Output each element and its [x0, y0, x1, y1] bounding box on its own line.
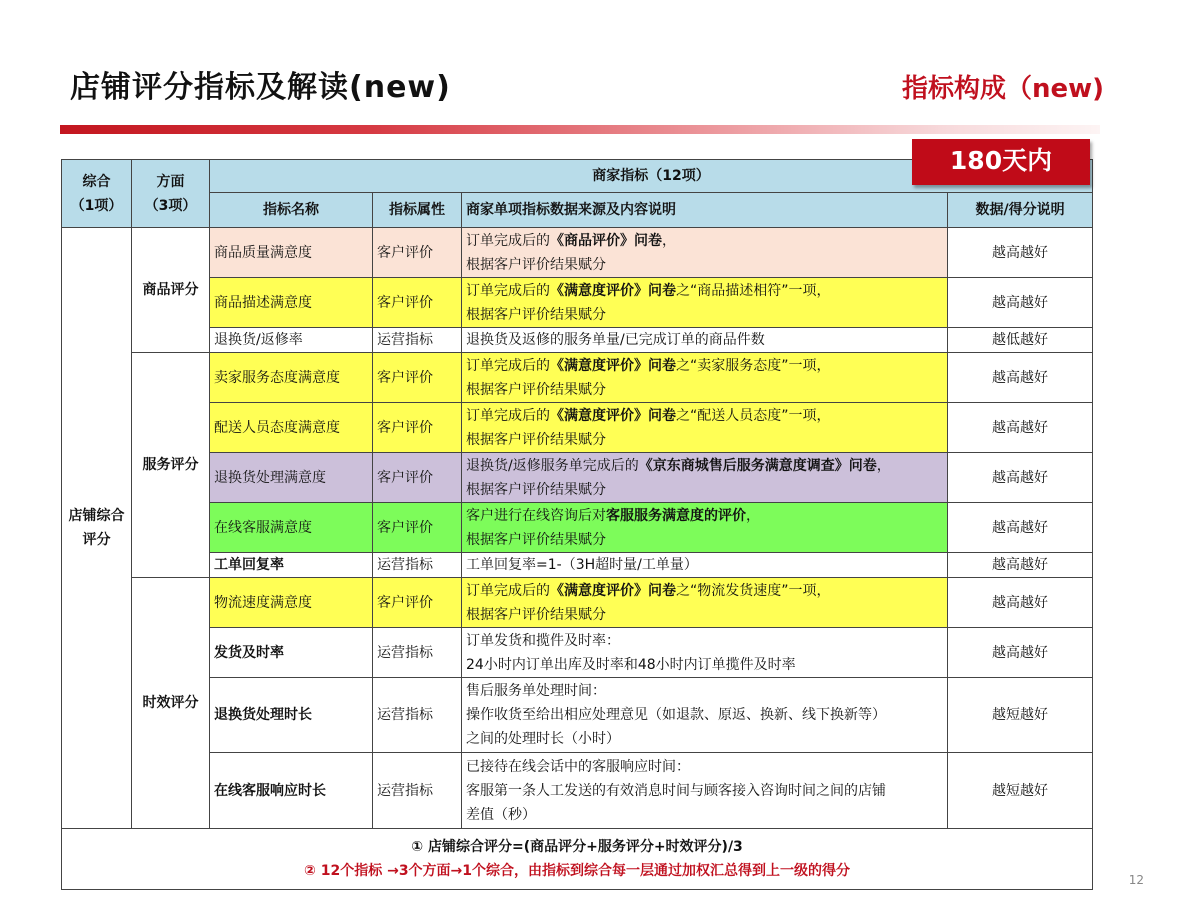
indicator-score: 越低越好	[948, 328, 1093, 353]
overall-label: 店铺综合评分	[68, 508, 125, 548]
desc-text: 根据客户评价结果赋分	[466, 306, 606, 323]
indicator-name: 物流速度满意度	[210, 578, 373, 628]
indicator-desc	[462, 403, 948, 453]
table-row	[62, 578, 1093, 628]
indicator-name: 商品描述满意度	[210, 278, 373, 328]
indicator-name: 退换货处理满意度	[210, 453, 373, 503]
indicator-attr: 客户评价	[373, 453, 462, 503]
indicator-desc	[462, 228, 948, 278]
desc-text: 根据客户评价结果赋分	[466, 481, 606, 498]
desc-emphasis: 《满意度评价》问卷	[550, 582, 676, 599]
footer-row	[62, 829, 1093, 890]
header-aspect-label: 方面	[156, 173, 185, 190]
indicator-score: 越高越好	[948, 503, 1093, 553]
header-score: 数据/得分说明	[948, 193, 1093, 228]
group-timeliness: 时效评分	[132, 578, 210, 829]
desc-text: 客户进行在线咨询后对	[466, 507, 606, 524]
indicator-desc	[462, 328, 948, 353]
header-overall	[62, 160, 132, 228]
overall-cell	[62, 228, 132, 829]
desc-text: 订单完成后的	[466, 232, 550, 249]
desc-text: 售后服务单处理时间：	[466, 683, 606, 699]
indicator-score: 越高越好	[948, 228, 1093, 278]
desc-text: 操作收货至给出相应处理意见（如退款、原返、换新、线下换新等）	[466, 707, 886, 723]
desc-text: 订单完成后的	[466, 407, 550, 424]
formula-note: ① 店铺综合评分=(商品评分+服务评分+时效评分)/3	[411, 839, 743, 855]
desc-text: 根据客户评价结果赋分	[466, 431, 606, 448]
indicator-score: 越高越好	[948, 553, 1093, 578]
desc-text: 之“配送人员态度”一项，	[676, 407, 831, 424]
indicator-score: 越高越好	[948, 453, 1093, 503]
header-row-2	[62, 193, 1093, 228]
indicator-attr: 运营指标	[373, 678, 462, 753]
table-row	[62, 278, 1093, 328]
page-number: 12	[1128, 873, 1144, 887]
indicator-attr: 运营指标	[373, 553, 462, 578]
desc-text: ，	[662, 232, 676, 249]
desc-emphasis: 《京东商城售后服务满意度调查》问卷	[638, 457, 877, 474]
header-attr: 指标属性	[373, 193, 462, 228]
indicator-attr: 运营指标	[373, 328, 462, 353]
indicator-attr: 客户评价	[373, 278, 462, 328]
indicator-score: 越高越好	[948, 578, 1093, 628]
header-source: 商家单项指标数据来源及内容说明	[462, 193, 948, 228]
indicator-attr: 客户评价	[373, 228, 462, 278]
indicator-attr: 运营指标	[373, 753, 462, 829]
indicator-score: 越高越好	[948, 278, 1093, 328]
table-row	[62, 753, 1093, 829]
page-title: 店铺评分指标及解读(new)	[70, 70, 451, 105]
table-row	[62, 453, 1093, 503]
table-row	[62, 403, 1093, 453]
desc-text: 之间的处理时长（小时）	[466, 731, 620, 747]
indicator-attr: 客户评价	[373, 503, 462, 553]
indicator-name: 退换货/返修率	[210, 328, 373, 353]
indicator-attr: 客户评价	[373, 353, 462, 403]
table-row	[62, 353, 1093, 403]
desc-text: 根据客户评价结果赋分	[466, 531, 606, 548]
indicator-attr: 客户评价	[373, 578, 462, 628]
desc-emphasis: 《满意度评价》问卷	[550, 282, 676, 299]
header-name: 指标名称	[210, 193, 373, 228]
indicator-score: 越高越好	[948, 353, 1093, 403]
header-merchant: 商家指标（12项）	[210, 160, 1093, 193]
desc-text: 根据客户评价结果赋分	[466, 606, 606, 623]
desc-text: 之“商品描述相符”一项，	[676, 282, 831, 299]
indicator-attr: 运营指标	[373, 628, 462, 678]
indicator-desc	[462, 628, 948, 678]
time-window-badge: 180天内	[912, 139, 1090, 185]
table-row	[62, 228, 1093, 278]
desc-text: 订单完成后的	[466, 357, 550, 374]
indicator-attr: 客户评价	[373, 403, 462, 453]
indicator-score: 越高越好	[948, 628, 1093, 678]
desc-emphasis: 《商品评价》问卷	[550, 232, 662, 249]
accent-divider	[60, 125, 1100, 134]
indicator-score: 越短越好	[948, 678, 1093, 753]
table-row	[62, 328, 1093, 353]
header-aspect	[132, 160, 210, 228]
desc-text: 订单完成后的	[466, 582, 550, 599]
table-row	[62, 628, 1093, 678]
indicator-desc	[462, 278, 948, 328]
explain-note: ② 12个指标 →3个方面→1个综合，由指标到综合每一层通过加权汇总得到上一级的得分	[304, 863, 851, 879]
indicator-table	[61, 159, 1093, 890]
indicator-name: 在线客服响应时长	[210, 753, 373, 829]
desc-text: 退换货及返修的服务单量/已完成订单的商品件数	[466, 332, 765, 348]
indicator-score: 越高越好	[948, 403, 1093, 453]
indicator-desc	[462, 753, 948, 829]
desc-text: 工单回复率=1-（3H超时量/工单量）	[466, 557, 698, 573]
desc-text: 24小时内订单出库及时率和48小时内订单揽件及时率	[466, 656, 796, 673]
group-service: 服务评分	[132, 353, 210, 578]
desc-text: ，	[876, 457, 891, 474]
desc-emphasis: 《满意度评价》问卷	[550, 357, 676, 374]
footer-notes	[62, 829, 1093, 890]
group-product: 商品评分	[132, 228, 210, 353]
desc-text: 已接待在线会话中的客服响应时间：	[466, 758, 690, 775]
header-overall-count: （1项）	[70, 197, 123, 214]
indicator-score: 越短越好	[948, 753, 1093, 829]
indicator-name: 发货及时率	[210, 628, 373, 678]
indicator-name: 配送人员态度满意度	[210, 403, 373, 453]
indicator-name: 商品质量满意度	[210, 228, 373, 278]
desc-text: 客服第一条人工发送的有效消息时间与顾客接入咨询时间之间的店铺	[466, 782, 886, 799]
desc-text: 根据客户评价结果赋分	[466, 256, 606, 273]
indicator-name: 卖家服务态度满意度	[210, 353, 373, 403]
desc-text: ，	[746, 507, 760, 524]
table-row	[62, 553, 1093, 578]
indicator-desc	[462, 503, 948, 553]
indicator-name: 退换货处理时长	[210, 678, 373, 753]
indicator-desc	[462, 553, 948, 578]
indicator-name: 在线客服满意度	[210, 503, 373, 553]
desc-text: 根据客户评价结果赋分	[466, 381, 606, 398]
desc-text: 退换货/返修服务单完成后的	[466, 457, 639, 474]
table-row	[62, 503, 1093, 553]
header-overall-label: 综合	[82, 173, 111, 190]
indicator-desc	[462, 453, 948, 503]
desc-text: 差值（秒）	[466, 806, 536, 823]
indicator-name: 工单回复率	[210, 553, 373, 578]
desc-text: 之“物流发货速度”一项，	[676, 582, 831, 599]
indicator-desc	[462, 578, 948, 628]
section-subtitle: 指标构成（new)	[901, 74, 1104, 104]
table-row	[62, 678, 1093, 753]
indicator-desc	[462, 678, 948, 753]
desc-text: 之“卖家服务态度”一项，	[676, 357, 831, 374]
desc-emphasis: 《满意度评价》问卷	[550, 407, 676, 424]
indicator-desc	[462, 353, 948, 403]
desc-text: 订单完成后的	[466, 282, 550, 299]
desc-text: 订单发货和揽件及时率：	[466, 632, 620, 649]
header-aspect-count: （3项）	[144, 197, 197, 214]
desc-emphasis: 客服服务满意度的评价	[606, 507, 746, 524]
